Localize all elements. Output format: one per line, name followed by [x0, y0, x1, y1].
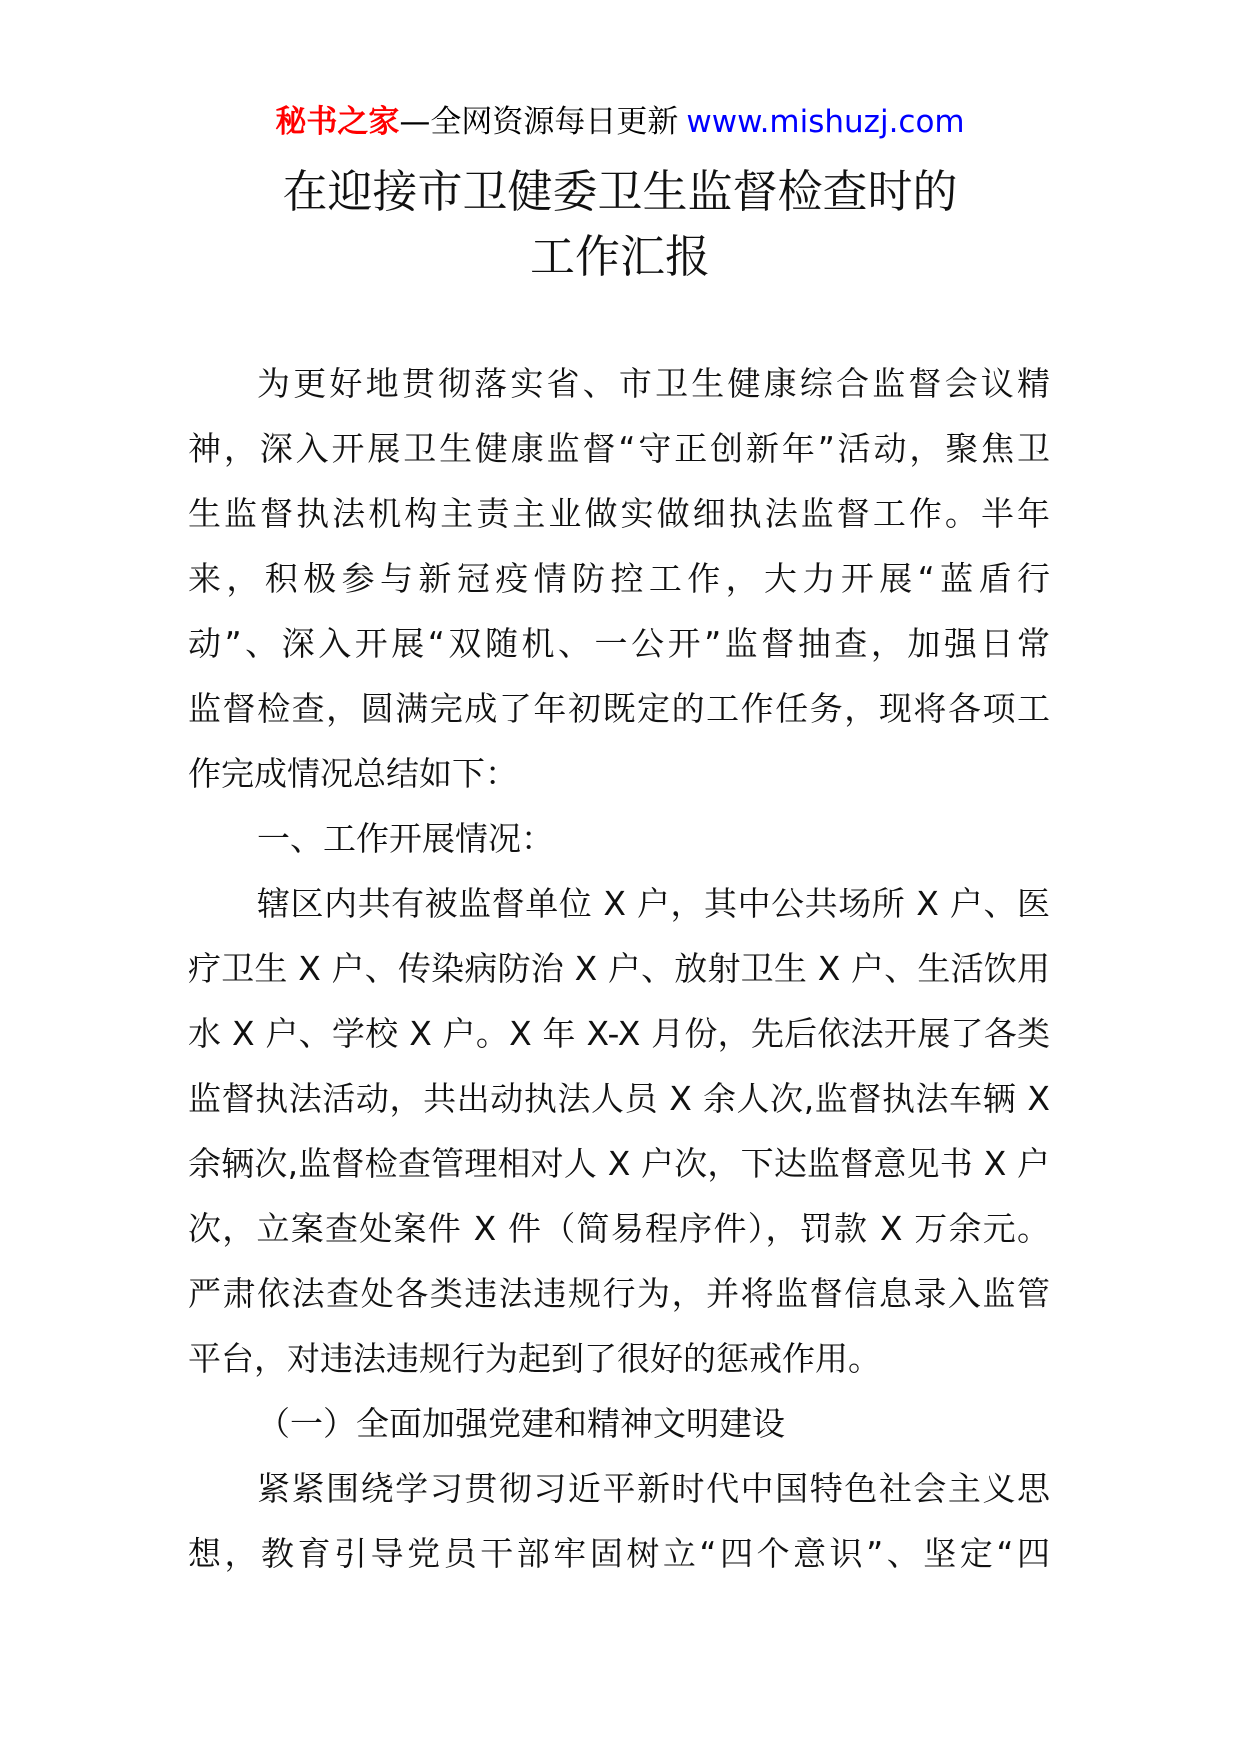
paragraph-line: 监督检查，圆满完成了年初既定的工作任务，现将各项工: [188, 689, 1050, 728]
document-body: [188, 351, 1050, 1586]
document-title-line-1: 在迎接市卫健委卫生监督检查时的: [282, 165, 958, 218]
site-banner: [0, 102, 1240, 142]
paragraph-line: 监督执法活动，共出动执法人员 X 余人次,监督执法车辆 X: [188, 1079, 1050, 1118]
paragraph-line: 余辆次,监督检查管理相对人 X 户次，下达监督意见书 X 户: [188, 1144, 1050, 1183]
paragraph-line: 次，立案查处案件 X 件（简易程序件），罚款 X 万余元。: [188, 1209, 1050, 1248]
paragraph-line: 动”、深入开展“双随机、一公开”监督抽查，加强日常: [188, 624, 1050, 663]
paragraph-line: 来，积极参与新冠疫情防控工作，大力开展“蓝盾行: [188, 559, 1050, 598]
paragraph-line: 辖区内共有被监督单位 X 户，其中公共场所 X 户、医: [257, 884, 1050, 923]
paragraph-line: 平台，对违法违规行为起到了很好的惩戒作用。: [188, 1339, 881, 1378]
paragraph-line: 作完成情况总结如下：: [188, 754, 518, 793]
paragraph-line: 严肃依法查处各类违法违规行为，并将监督信息录入监管: [188, 1274, 1050, 1313]
paragraph-line: 水 X 户、学校 X 户。X 年 X-X 月份，先后依法开展了各类: [188, 1014, 1050, 1053]
brand-name: 秘书之家: [275, 104, 400, 140]
paragraph-line: 生监督执法机构主责主业做实做细执法监督工作。半年: [188, 494, 1050, 533]
paragraph-line: 紧紧围绕学习贯彻习近平新时代中国特色社会主义思: [257, 1469, 1050, 1508]
site-url-link[interactable]: www.mishuzj.com: [686, 104, 965, 140]
section-heading: 一、工作开展情况：: [257, 819, 554, 858]
banner-slogan: —全网资源每日更新: [399, 104, 679, 140]
subsection-heading: （一）全面加强党建和精神文明建设: [257, 1404, 785, 1443]
paragraph-line: 想，教育引导党员干部牢固树立“四个意识”、坚定“四: [188, 1534, 1050, 1573]
paragraph-line: 为更好地贯彻落实省、市卫生健康综合监督会议精: [257, 364, 1050, 403]
document-title-line-2: 工作汇报: [529, 230, 710, 283]
paragraph-line: 疗卫生 X 户、传染病防治 X 户、放射卫生 X 户、生活饮用: [188, 949, 1050, 988]
paragraph-line: 神，深入开展卫生健康监督“守正创新年”活动，聚焦卫: [188, 429, 1050, 468]
